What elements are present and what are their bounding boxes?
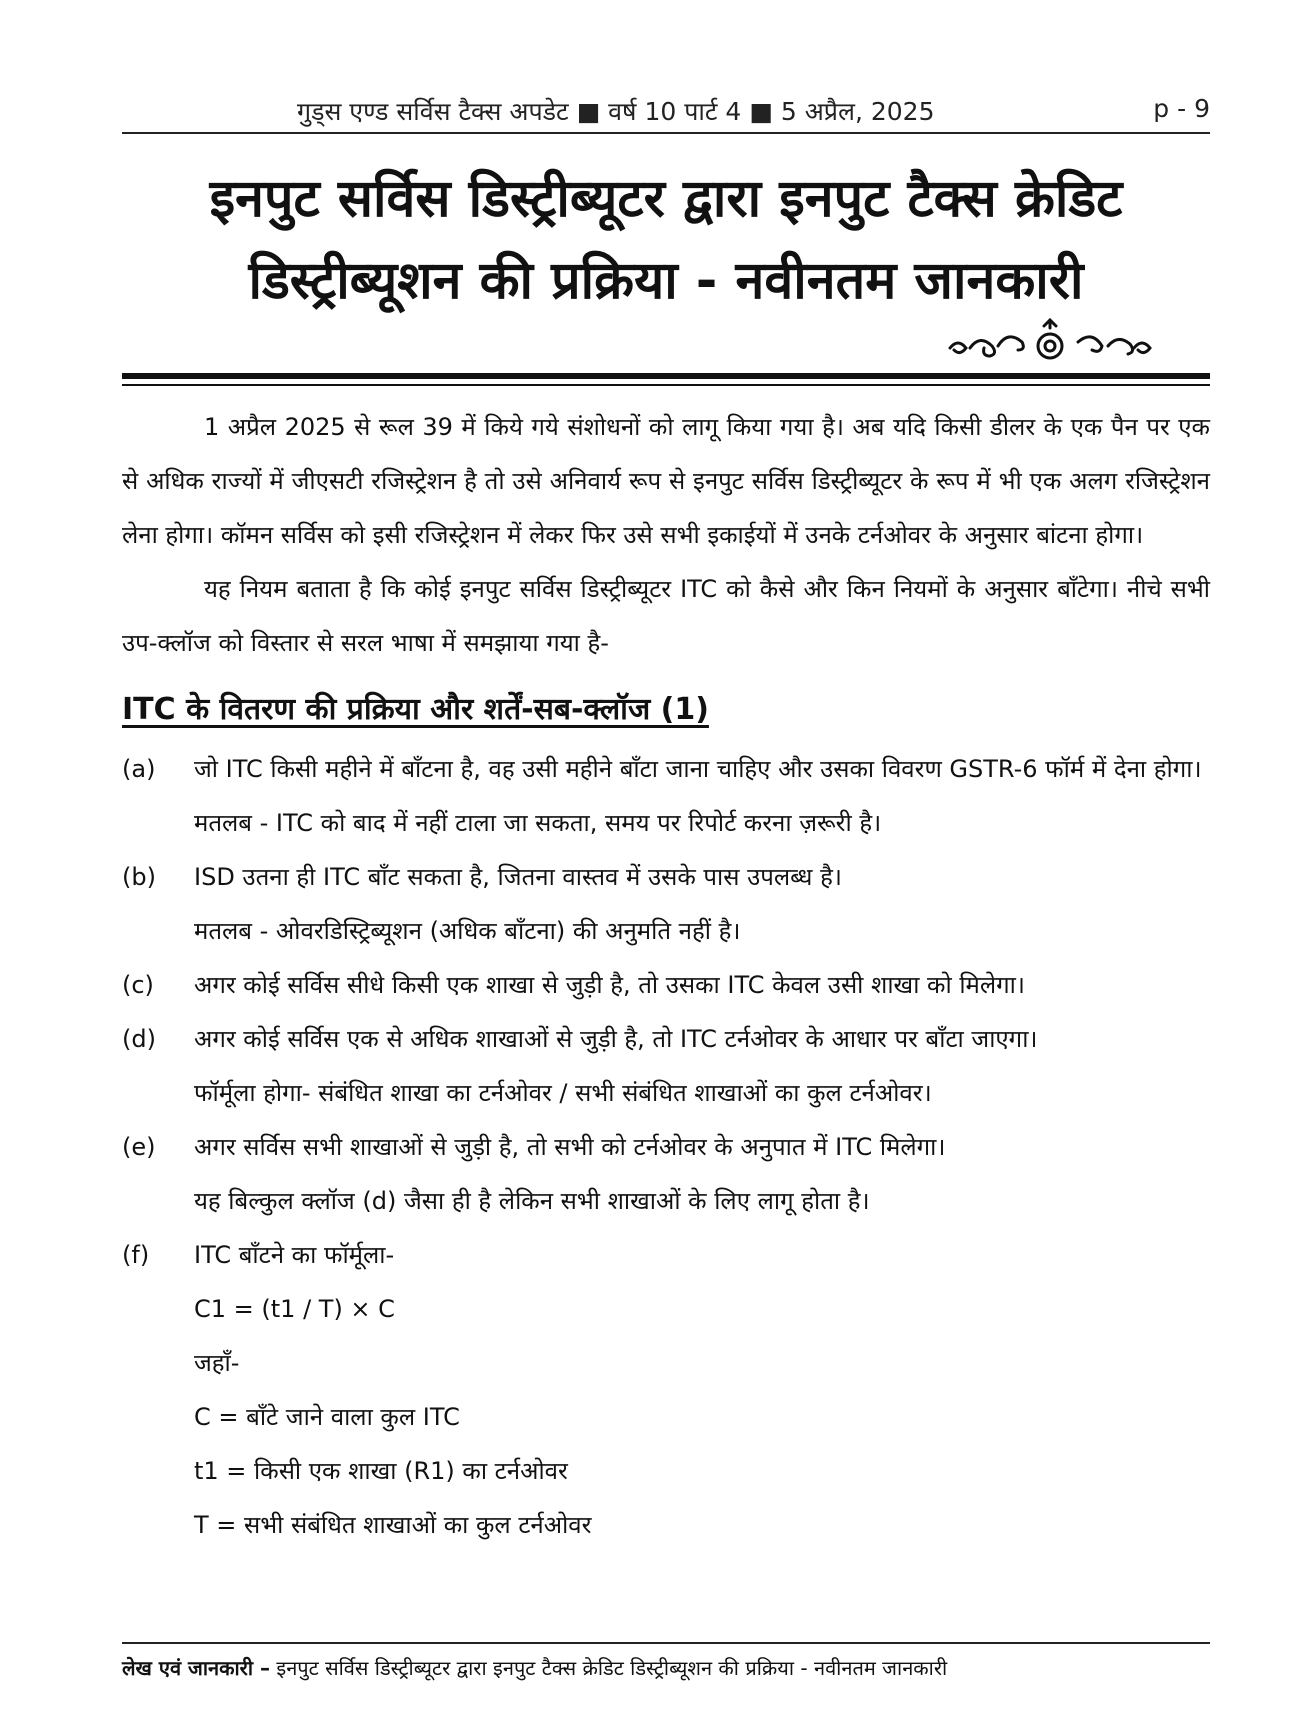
footer-text: इनपुट सर्विस डिस्ट्रीब्यूटर द्वारा इनपुट टैक्स क्रेडिट डिस्ट्रीब्यूशन की प्रक्रिया - नवीनतम जानकारी bbox=[276, 1656, 948, 1680]
clause-item-d bbox=[122, 1012, 1210, 1120]
footer-label: लेख एवं जानकारी – bbox=[122, 1656, 271, 1680]
article-title-line-2: डिस्ट्रीब्यूशन की प्रक्रिया - नवीनतम जानकारी bbox=[248, 251, 1084, 311]
clause-item-a bbox=[122, 742, 1210, 850]
article-title-line-1: इनपुट सर्विस डिस्ट्रीब्यूटर द्वारा इनपुट टैक्स क्रेडिट bbox=[209, 169, 1123, 229]
clause-label: (d) bbox=[122, 1025, 156, 1053]
clause-label: (a) bbox=[122, 755, 156, 783]
formula: C1 = (t1 / T) × C bbox=[194, 1295, 395, 1323]
section-heading-text: ITC के वितरण की प्रक्रिया और शर्तें-सब-क्लॉज (1) bbox=[122, 692, 709, 727]
clause-label: (b) bbox=[122, 863, 156, 891]
footer-divider bbox=[122, 1642, 1210, 1644]
running-title: गुड्स एण्ड सर्विस टैक्स अपडेट ■ वर्ष 10 पार्ट 4 ■ 5 अप्रैल, 2025 bbox=[297, 97, 935, 126]
clause-item-e bbox=[122, 1120, 1210, 1228]
header-divider bbox=[122, 132, 1210, 134]
clause-label: (e) bbox=[122, 1133, 156, 1161]
article-body bbox=[122, 400, 1210, 1552]
clause-note: फॉर्मूला होगा- संबंधित शाखा का टर्नओवर / सभी संबंधित शाखाओं का कुल टर्नओवर। bbox=[194, 1079, 932, 1107]
intro-paragraph-1: 1 अप्रैल 2025 से रूल 39 में किये गये संशोधनों को लागू किया गया है। अब यदि किसी डीलर के एक पैन पर एक से अधिक राज्यों में जीएसटी रजिस्ट्रेशन है तो उसे अनिवार्य रूप से इनपुट सर्विस डिस्ट्रीब्यूटर के रूप में भी एक अलग रजिस्ट्रेशन लेना होगा। कॉमन सर्विस को इसी रजिस्ट्रेशन में लेकर फिर उसे सभी इकाईयों में उनके टर्नओवर के अनुसार बांटना होगा। bbox=[122, 413, 1210, 549]
clause-note: मतलब - ओवरडिस्ट्रिब्यूशन (अधिक बाँटना) की अनुमति नहीं है। bbox=[194, 917, 741, 945]
clause-note: यह बिल्कुल क्लॉज (d) जैसा ही है लेकिन सभी शाखाओं के लिए लागू होता है। bbox=[194, 1187, 870, 1215]
section-heading bbox=[122, 684, 1210, 736]
formula-where: जहाँ- bbox=[194, 1349, 240, 1377]
clause-note: मतलब - ITC को बाद में नहीं टाला जा सकता, समय पर रिपोर्ट करना ज़रूरी है। bbox=[194, 809, 882, 837]
formula-definition: t1 = किसी एक शाखा (R1) का टर्नओवर bbox=[194, 1457, 568, 1485]
clause-text: ITC बाँटने का फॉर्मूला- bbox=[194, 1241, 395, 1269]
clause-text: अगर सर्विस सभी शाखाओं से जुड़ी है, तो सभी को टर्नओवर के अनुपात में ITC मिलेगा। bbox=[194, 1133, 946, 1161]
footer bbox=[122, 1654, 1210, 1681]
clause-label: (f) bbox=[122, 1241, 150, 1269]
clause-text: अगर कोई सर्विस सीधे किसी एक शाखा से जुड़ी है, तो उसका ITC केवल उसी शाखा को मिलेगा। bbox=[194, 971, 1025, 999]
page-number: p - 9 bbox=[1153, 94, 1210, 123]
scroll-ornament-icon bbox=[940, 318, 1160, 368]
title-rule-thin bbox=[122, 384, 1210, 386]
formula-definition: T = सभी संबंधित शाखाओं का कुल टर्नओवर bbox=[194, 1511, 592, 1539]
clause-text: ISD उतना ही ITC बाँट सकता है, जितना वास्तव में उसके पास उपलब्ध है। bbox=[194, 863, 842, 891]
formula-definition: C = बाँटे जाने वाला कुल ITC bbox=[194, 1403, 460, 1431]
clause-item-f bbox=[122, 1228, 1210, 1552]
clause-text: जो ITC किसी महीने में बाँटना है, वह उसी महीने बाँटा जाना चाहिए और उसका विवरण GSTR-6 फॉर्म में देना होगा। bbox=[194, 755, 1202, 783]
clause-item-b bbox=[122, 850, 1210, 958]
clause-label: (c) bbox=[122, 971, 154, 999]
title-rule-thick bbox=[122, 373, 1210, 379]
running-header bbox=[122, 94, 1210, 134]
clause-text: अगर कोई सर्विस एक से अधिक शाखाओं से जुड़ी है, तो ITC टर्नओवर के आधार पर बाँटा जाएगा। bbox=[194, 1025, 1038, 1053]
intro-paragraph-2: यह नियम बताता है कि कोई इनपुट सर्विस डिस्ट्रीब्यूटर ITC को कैसे और किन नियमों के अनुसार बाँटेगा। नीचे सभी उप-क्लॉज को विस्तार से सरल भाषा में समझाया गया है- bbox=[122, 575, 1210, 657]
clause-item-c bbox=[122, 958, 1210, 1012]
